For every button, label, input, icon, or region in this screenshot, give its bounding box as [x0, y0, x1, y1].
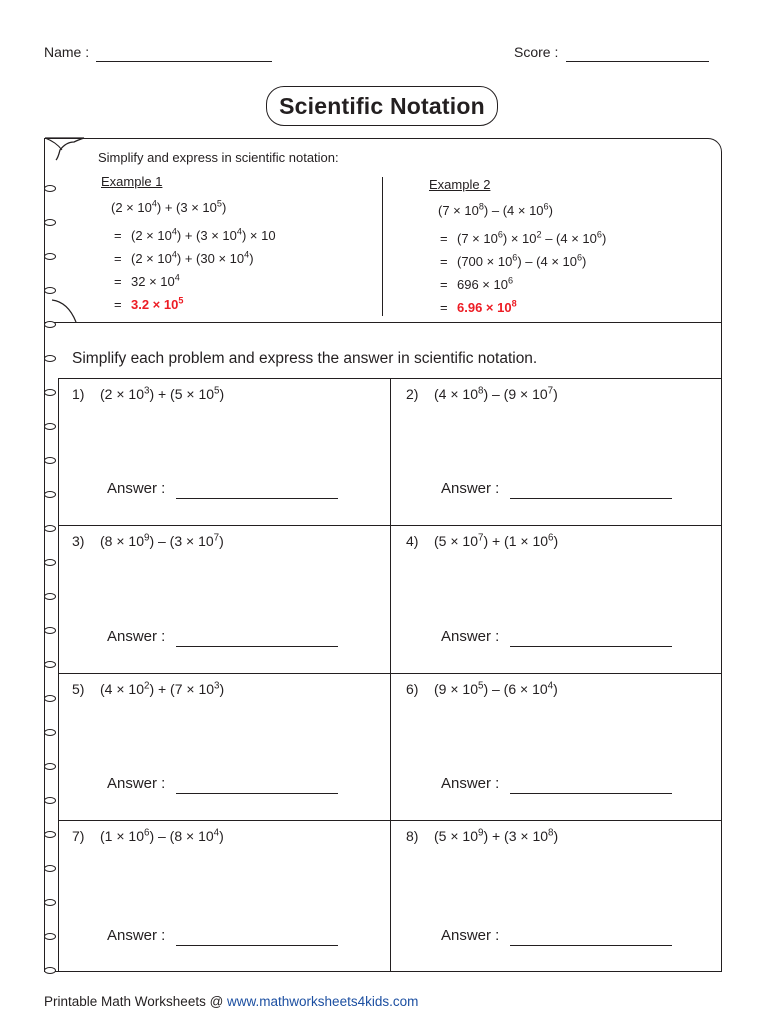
problem-question [406, 386, 558, 402]
binder-ring-icon [44, 695, 56, 702]
problem-expression: $(5 \times 10^9) + (3 \times 10^8)$ [434, 827, 559, 844]
binder-ring-icon [44, 899, 56, 906]
title-box [266, 86, 498, 126]
binder-ring-icon [44, 389, 56, 396]
answer-label: Answer : [107, 628, 166, 645]
problem-question [406, 828, 558, 844]
footer [44, 994, 418, 1009]
example-step [440, 231, 606, 246]
answer-label: Answer : [441, 927, 500, 944]
problem-expression: $(5 \times 10^7) + (1 \times 10^6)$ [434, 532, 559, 549]
step-expression: $(7 \times 10^6) \times 10^2 - (4 \times 10^6)$ [457, 229, 607, 246]
score-label: Score : [514, 44, 559, 60]
step-equals: = [440, 277, 448, 292]
example-step [438, 203, 553, 218]
problem-number: 6) [406, 681, 419, 697]
section-divider [44, 322, 722, 323]
example-step [114, 297, 183, 312]
binder-ring-icon [44, 457, 56, 464]
example-step [114, 251, 254, 266]
problem-number: 3) [72, 533, 85, 549]
binder-ring-icon [44, 287, 56, 294]
answer-label: Answer : [441, 480, 500, 497]
step-equals: = [440, 254, 448, 269]
binder-ring-icon [44, 729, 56, 736]
problem-number: 4) [406, 533, 419, 549]
answer-field[interactable] [510, 646, 672, 647]
step-expression: $(2 \times 10^4) + (30 \times 10^4)$ [131, 249, 254, 266]
step-equals: = [114, 228, 122, 243]
problem-question [72, 681, 224, 697]
example-step [114, 228, 276, 243]
problem-number: 7) [72, 828, 85, 844]
step-expression: $(2 \times 10^4) + (3 \times 10^5)$ [111, 198, 227, 215]
binder-ring-icon [44, 627, 56, 634]
answer-label: Answer : [107, 927, 166, 944]
problem-expression: $(9 \times 10^5) - (6 \times 10^4)$ [434, 680, 558, 697]
answer-label: Answer : [107, 775, 166, 792]
examples-instruction: Simplify and express in scientific notation: [98, 150, 339, 165]
problem-number: 1) [72, 386, 85, 402]
footer-text: Printable Math Worksheets @ [44, 994, 228, 1009]
step-expression: $(700 \times 10^6) - (4 \times 10^6)$ [457, 252, 587, 269]
problem-question [72, 386, 224, 402]
problem-question [406, 533, 558, 549]
problem-number: 8) [406, 828, 419, 844]
problem-number: 5) [72, 681, 85, 697]
page-curl-icon [44, 136, 88, 162]
page-title: Scientific Notation [279, 93, 485, 119]
example1-label: Example 1 [101, 174, 163, 189]
footer-link[interactable]: www.mathworksheets4kids.com [227, 994, 419, 1009]
step-expression: $(2 \times 10^4) + (3 \times 10^4) \times 10$ [131, 226, 276, 243]
binder-ring-icon [44, 355, 56, 362]
name-field[interactable] [96, 61, 272, 62]
binder-ring-icon [44, 219, 56, 226]
score-field[interactable] [566, 61, 709, 62]
answer-label: Answer : [441, 775, 500, 792]
problem-expression: $(1 \times 10^6) - (8 \times 10^4)$ [100, 827, 224, 844]
binder-ring-icon [44, 797, 56, 804]
problem-expression: $(4 \times 10^8) - (9 \times 10^7)$ [434, 385, 558, 402]
problem-question [406, 681, 558, 697]
answer-field[interactable] [176, 498, 338, 499]
step-expression: $(7 \times 10^8) - (4 \times 10^6)$ [438, 201, 553, 218]
problem-expression: $(2 \times 10^3) + (5 \times 10^5)$ [100, 385, 225, 402]
problems-instruction: Simplify each problem and express the answer in scientific notation. [72, 350, 538, 367]
step-equals: = [114, 274, 122, 289]
example-step [440, 277, 513, 292]
problem-expression: $(8 \times 10^9) - (3 \times 10^7)$ [100, 532, 224, 549]
step-equals: = [114, 251, 122, 266]
step-equals: = [440, 300, 448, 315]
name-label: Name : [44, 44, 90, 60]
binder-ring-icon [44, 491, 56, 498]
binder-ring-icon [44, 559, 56, 566]
binder-ring-icon [44, 253, 56, 260]
binder-ring-icon [44, 321, 56, 328]
example-step [440, 300, 517, 315]
binder-ring-icon [44, 933, 56, 940]
answer-field[interactable] [510, 498, 672, 499]
example-answer: $3.2 \times 10^5$ [131, 295, 184, 312]
examples-divider [382, 177, 383, 316]
problem-number: 2) [406, 386, 419, 402]
step-equals: = [114, 297, 122, 312]
binder-ring-icon [44, 763, 56, 770]
answer-field[interactable] [176, 646, 338, 647]
grid-line-middle [390, 378, 391, 972]
answer-field[interactable] [510, 793, 672, 794]
binder-ring-icon [44, 865, 56, 872]
problem-expression: $(4 \times 10^2) + (7 \times 10^3)$ [100, 680, 225, 697]
answer-label: Answer : [107, 480, 166, 497]
binder-ring-icon [44, 831, 56, 838]
answer-field[interactable] [176, 945, 338, 946]
example-step [111, 200, 226, 215]
binder-ring-icon [44, 661, 56, 668]
grid-line-left [58, 378, 59, 972]
binder-ring-icon [44, 593, 56, 600]
example-step [440, 254, 586, 269]
problem-question [72, 828, 224, 844]
binder-ring-icon [44, 185, 56, 192]
step-equals: = [440, 231, 448, 246]
example-answer: $6.96 \times 10^8$ [457, 298, 517, 315]
problem-question [72, 533, 224, 549]
binder-ring-icon [44, 423, 56, 430]
step-expression: $696 \times 10^6$ [457, 275, 514, 292]
step-expression: $32 \times 10^4$ [131, 272, 180, 289]
example2-label: Example 2 [429, 177, 491, 192]
answer-field[interactable] [176, 793, 338, 794]
binder-ring-icon [44, 525, 56, 532]
answer-field[interactable] [510, 945, 672, 946]
example-step [114, 274, 180, 289]
page-curl-bottom-icon [50, 298, 80, 324]
binder-ring-icon [44, 967, 56, 974]
answer-label: Answer : [441, 628, 500, 645]
